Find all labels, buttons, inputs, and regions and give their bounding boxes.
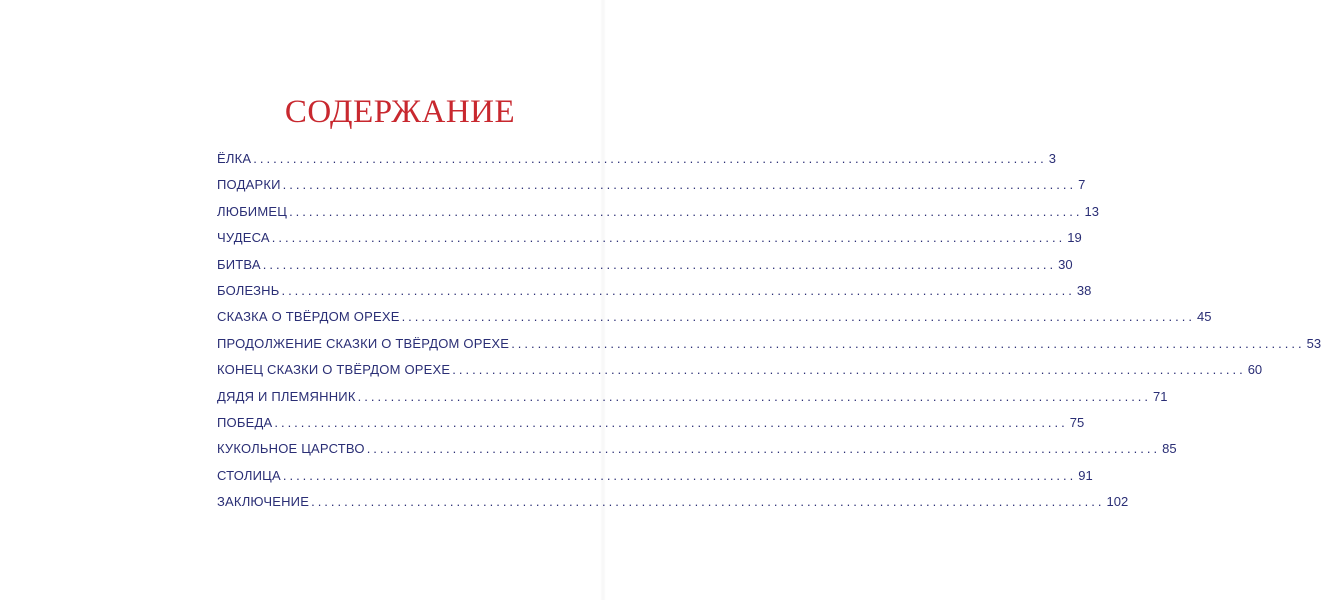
toc-entry-page-number: 13 — [1084, 203, 1099, 219]
page-title: СОДЕРЖАНИЕ — [284, 94, 516, 130]
toc-entry-title: ДЯДЯ И ПЛЕМЯННИК — [217, 388, 356, 404]
table-of-contents — [217, 146, 1321, 515]
toc-entry-page-number: 3 — [1048, 151, 1056, 166]
toc-entry-page-number: 45 — [1196, 309, 1212, 325]
toc-entry[interactable] — [217, 463, 1093, 489]
toc-entry-title: ЁЛКА — [217, 151, 252, 166]
toc-entry-page-number: 7 — [1078, 177, 1086, 193]
toc-entry[interactable] — [217, 357, 1263, 383]
toc-entry[interactable] — [217, 410, 1085, 436]
toc-entry-page-number: 38 — [1076, 282, 1092, 298]
toc-entry-page-number: 19 — [1067, 230, 1082, 246]
toc-entry[interactable] — [217, 146, 1056, 172]
toc-entry-title: КОНЕЦ СКАЗКИ О ТВЁРДОМ ОРЕХЕ — [217, 362, 451, 378]
toc-entry-page-number: 60 — [1247, 362, 1263, 378]
toc-entry[interactable] — [217, 252, 1073, 278]
toc-entry-page-number: 91 — [1078, 467, 1093, 483]
toc-entry-title: БИТВА — [217, 256, 261, 272]
toc-entry-title: ЗАКЛЮЧЕНИЕ — [217, 494, 310, 510]
toc-dot-leader: ........................................................................................................................ — [366, 441, 1161, 457]
toc-entry-page-number: 102 — [1106, 494, 1129, 510]
toc-entry-title: ПОБЕДА — [217, 414, 273, 430]
toc-dot-leader: ........................................................................................................................ — [262, 256, 1057, 272]
toc-entry[interactable] — [217, 199, 1099, 225]
toc-dot-leader: ........................................................................................................................ — [357, 388, 1152, 404]
toc-entry-page-number: 75 — [1069, 414, 1085, 430]
toc-entry-page-number: 85 — [1162, 441, 1177, 457]
toc-dot-leader: ........................................................................................................................ — [311, 494, 1105, 510]
toc-dot-leader: ........................................................................................................................ — [274, 414, 1068, 430]
toc-entry-title: ПОДАРКИ — [217, 177, 281, 193]
toc-entry-title: БОЛЕЗНЬ — [217, 282, 280, 298]
toc-dot-leader: ........................................................................................................................ — [452, 362, 1246, 378]
toc-dot-leader: ........................................................................................................................ — [401, 309, 1195, 325]
toc-entry-title: ЧУДЕСА — [217, 230, 270, 246]
toc-entry-page-number: 30 — [1058, 256, 1073, 272]
toc-entry[interactable] — [217, 489, 1129, 515]
toc-dot-leader: ........................................................................................................................ — [271, 230, 1066, 246]
toc-entry[interactable] — [217, 304, 1212, 330]
toc-entry[interactable] — [217, 331, 1321, 357]
toc-dot-leader: ........................................................................................................................ — [281, 282, 1075, 298]
toc-entry[interactable] — [217, 225, 1082, 251]
toc-entry-title: СКАЗКА О ТВЁРДОМ ОРЕХЕ — [217, 309, 400, 325]
toc-dot-leader: ........................................................................................................................ — [289, 203, 1083, 219]
toc-entry-title: ПРОДОЛЖЕНИЕ СКАЗКИ О ТВЁРДОМ ОРЕХЕ — [217, 335, 510, 351]
toc-entry-title: КУКОЛЬНОЕ ЦАРСТВО — [217, 441, 365, 457]
toc-entry-title: ЛЮБИМЕЦ — [217, 203, 288, 219]
toc-entry[interactable] — [217, 436, 1177, 462]
toc-dot-leader: ........................................................................................................................ — [282, 467, 1077, 483]
toc-entry[interactable] — [217, 384, 1168, 410]
toc-entry-page-number: 71 — [1153, 388, 1168, 404]
toc-entry-title: СТОЛИЦА — [217, 467, 281, 483]
toc-dot-leader: ........................................................................................................................ — [282, 177, 1077, 193]
toc-entry-page-number: 53 — [1306, 335, 1321, 351]
toc-dot-leader: ........................................................................................................................ — [253, 151, 1047, 166]
toc-entry[interactable] — [217, 172, 1086, 198]
toc-dot-leader: ........................................................................................................................ — [511, 335, 1305, 351]
toc-entry[interactable] — [217, 278, 1092, 304]
